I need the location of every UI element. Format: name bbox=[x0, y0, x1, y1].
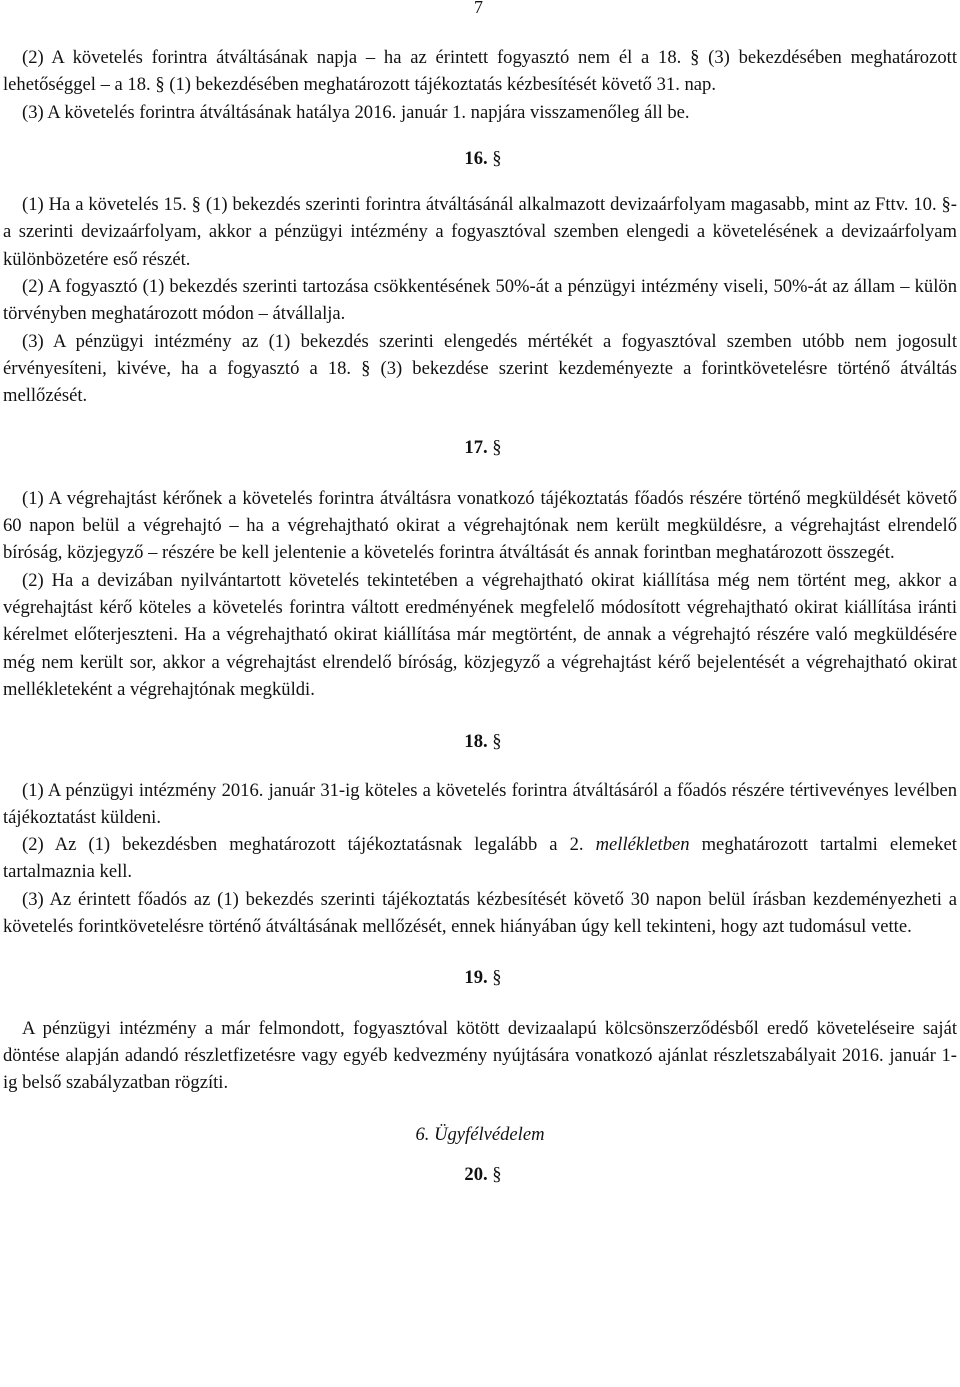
page-number: 7 bbox=[474, 0, 483, 17]
paragraph: (1) A pénzügyi intézmény 2016. január 31-ig köteles a követelés forintra átváltásáról a főadós részére tértivevényes levélben tájékoztatást küldeni. bbox=[3, 779, 957, 828]
chapter-title: 6. Ügyfélvédelem bbox=[415, 1123, 545, 1145]
section-sign: § bbox=[492, 436, 502, 458]
paragraph: (1) Ha a követelés 15. § (1) bekezdés szerinti forintra átváltásánál alkalmazott devizaárfolyam magasabb, mint az Fttv. 10. §-a szerinti devizaárfolyam, akkor a pénzügyi intézmény a fogyasztóval szemben elengedi a követelésének a devizaárfolyam különbözetére eső részét. bbox=[3, 194, 957, 270]
section-sign: § bbox=[492, 1163, 502, 1185]
paragraph: (3) A pénzügyi intézmény az (1) bekezdés szerinti elengedés mértékét a fogyasztóval szemben utóbb nem jogosult érvényesíteni, kivéve, ha a fogyasztó a 18. § (3) bekezdése szerint kezdeményezte a forintkövetelésre történő átváltás mellőzését. bbox=[3, 330, 957, 407]
paragraph-text: (2) Az (1) bekezdésben meghatározott tájékoztatásnak legalább a 2. bbox=[22, 834, 596, 856]
section-number: 19. bbox=[464, 967, 488, 989]
section-heading bbox=[3, 1161, 957, 1188]
section-number: 16. bbox=[464, 147, 488, 169]
section-sign: § bbox=[492, 731, 502, 753]
paragraph: (3) Az érintett főadós az (1) bekezdés szerinti tájékoztatás kézbesítését követő 30 napon belül írásban kezdeményezheti a követelés forintkövetelésre történő átváltásának mellőzését, ennek hiányában úgy kell tekinteni, hogy azt tudomásul vette. bbox=[3, 888, 957, 938]
section-heading bbox=[3, 964, 957, 991]
paragraph-text: meghatározott tartalmi elemeket tartalmaznia kell. bbox=[3, 834, 957, 883]
paragraph: (1) A végrehajtást kérőnek a követelés forintra átváltásra vonatkozó tájékoztatás főadós részére történő megküldését követő 60 napon belül a végrehajtó – ha a végrehajtható okirat a végrehajtónak nem került megküldésre, a végrehajtást elrendelő bíróság, közjegyző – részére be kell jelentenie a követelés forintra átváltását és annak forintban meghatározott összegét. bbox=[3, 487, 957, 564]
document-body bbox=[3, 44, 957, 1188]
section-heading bbox=[3, 145, 957, 172]
section-sign: § bbox=[492, 967, 502, 989]
paragraph bbox=[3, 831, 957, 886]
section-number: 17. bbox=[464, 436, 488, 458]
paragraph: (3) A követelés forintra átváltásának hatálya 2016. január 1. napjára visszamenőleg áll be. bbox=[22, 101, 690, 123]
section-heading bbox=[3, 728, 957, 755]
paragraph: (2) A követelés forintra átváltásának napja – ha az érintett fogyasztó nem él a 18. § (3) bekezdésében meghatározott lehetőséggel – a 18. § (1) bekezdésében meghatározott tájékoztatás kézbesítését követő 31. nap. bbox=[3, 47, 957, 96]
annex-reference: mellékletben bbox=[595, 834, 690, 856]
section-heading bbox=[3, 434, 957, 461]
paragraph: (2) A fogyasztó (1) bekezdés szerinti tartozása csökkentésének 50%-át a pénzügyi intézmény viseli, 50%-át az állam – külön törvényben meghatározott módon – átvállalja. bbox=[3, 276, 957, 325]
section-sign: § bbox=[492, 147, 502, 169]
paragraph: (2) Ha a devizában nyilvántartott követelés tekintetében a végrehajtható okirat kiállítása még nem történt meg, akkor a végrehajtást kérő köteles a követelés forintra váltott eredményének megfelelő módosított végrehajtható okirat kiállítása iránti kérelmet előterjeszteni. Ha a végrehajtható okirat kiállítása már megtörtént, de annak a végrehajtó részére való megküldésére még nem került sor, akkor a végrehajtást elrendelő bíróság, közjegyző a végrehajtást kérő bejelentését a végrehajtható okirat mellékleteként a végrehajtónak megküldi. bbox=[3, 569, 957, 700]
section-number: 18. bbox=[464, 731, 488, 753]
paragraph: A pénzügyi intézmény a már felmondott, fogyasztóval kötött devizaalapú kölcsönszerződésből eredő követeléseire saját döntése alapján adandó részletfizetésre vagy egyéb kedvezmény nyújtására vonatkozó ajánlat részletszabályait 2016. január 1-ig belső szabályzatban rögzíti. bbox=[3, 1017, 957, 1094]
section-number: 20. bbox=[464, 1163, 488, 1185]
